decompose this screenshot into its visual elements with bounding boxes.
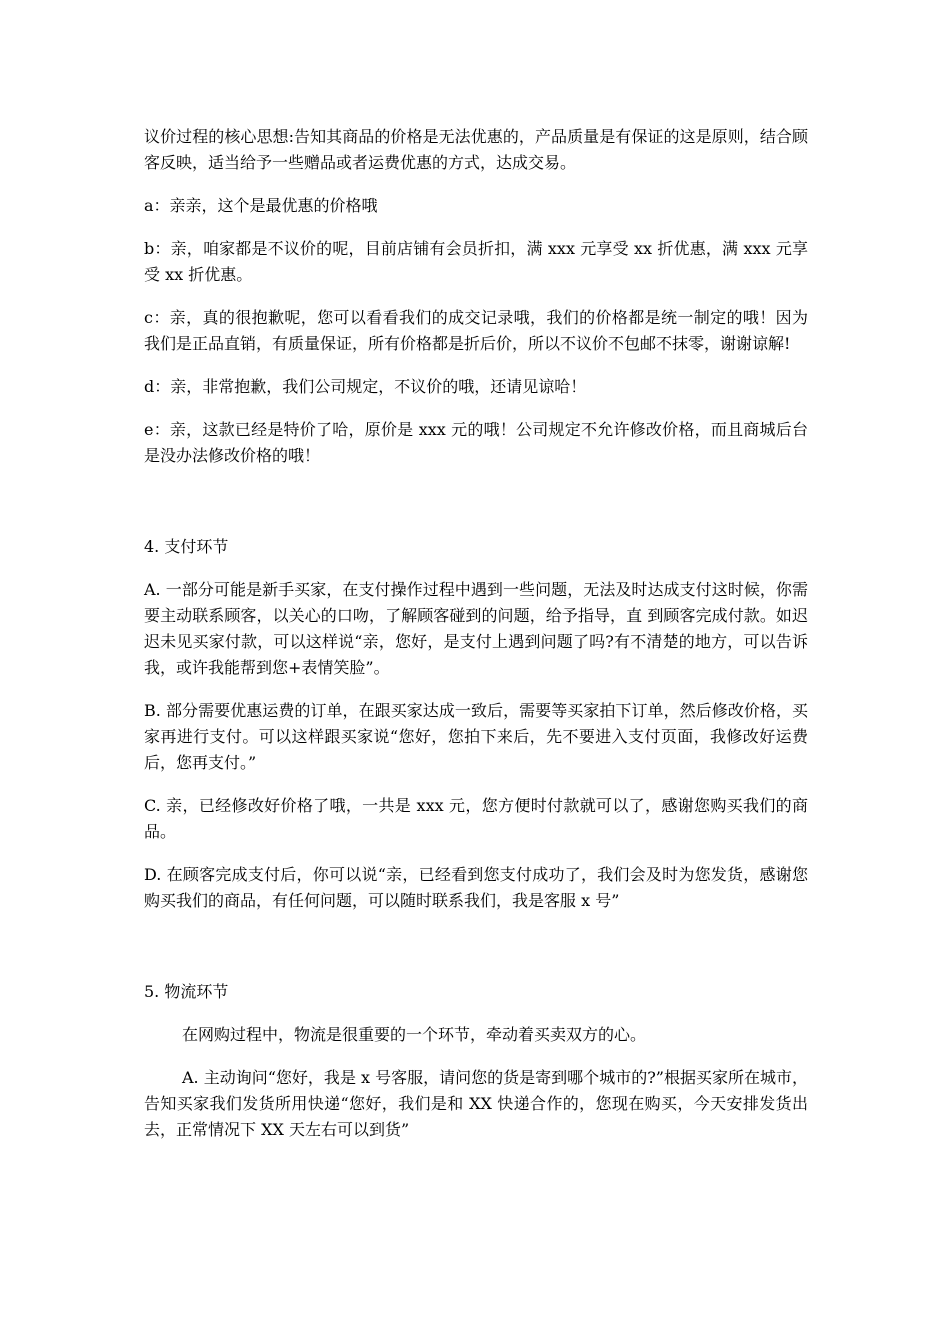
reply-b: b：亲，咱家都是不议价的呢，目前店铺有会员折扣，满 xxx 元享受 xx 折优惠，满 xxx 元享受 xx 折优惠。 <box>144 239 808 284</box>
section-4-item-c: C. 亲，已经修改好价格了哦，一共是 xxx 元，您方便时付款就可以了，感谢您购买我们的商品。 <box>144 796 808 841</box>
section-4-item-b: B. 部分需要优惠运费的订单，在跟买家达成一致后，需要等买家拍下订单，然后修改价格，买家再进行支付。可以这样跟买家说“您好，您拍下来后，先不要进入支付页面，我修改好运费后，您再支付。” <box>144 701 808 772</box>
section-spacer <box>144 931 808 979</box>
reply-d: d：亲，非常抱歉，我们公司规定，不议价的哦，还请见谅哈！ <box>144 377 587 396</box>
section-4-item-a: A. 一部分可能是新手买家，在支付操作过程中遇到一些问题，无法及时达成支付这时候，你需要主动联系顾客，以关心的口吻，了解顾客碰到的问题，给予指导，直 到顾客完成付款。如迟迟未见买家付款，可以这样说“亲，您好，是支付上遇到问题了吗?有不清楚的地方，可以告诉我，或许我能帮到您+表情笑脸”。 <box>144 580 808 677</box>
section-4-heading: 4. 支付环节 <box>144 537 229 556</box>
section-5-item-a: A. 主动询问“您好，我是 x 号客服，请问您的货是寄到哪个城市的?”根据买家所在城市，告知买家我们发货所用快递“您好，我们是和 XX 快递合作的，您现在购买，今天安排发货出去，正常情况下 XX 天左右可以到货” <box>144 1068 808 1139</box>
section-5-heading: 5. 物流环节 <box>144 982 229 1001</box>
reply-e: e：亲，这款已经是特价了哈，原价是 xxx 元的哦！公司规定不允许修改价格，而且商城后台是没办法修改价格的哦！ <box>144 420 808 465</box>
intro-paragraph: 议价过程的核心思想:告知其商品的价格是无法优惠的，产品质量是有保证的这是原则，结合顾客反映，适当给予一些赠品或者运费优惠的方式，达成交易。 <box>144 127 808 172</box>
reply-c: c：亲，真的很抱歉呢，您可以看看我们的成交记录哦，我们的价格都是统一制定的哦！因为我们是正品直销，有质量保证，所有价格都是折后价，所以不议价不包邮不抹零，谢谢谅解! <box>144 308 808 353</box>
section-5-intro: 在网购过程中，物流是很重要的一个环节，牵动着买卖双方的心。 <box>182 1025 647 1044</box>
reply-a: a：亲亲，这个是最优惠的价格哦 <box>144 196 378 215</box>
section-4-item-d: D. 在顾客完成支付后，你可以说“亲，已经看到您支付成功了，我们会及时为您发货，感谢您购买我们的商品，有任何问题，可以随时联系我们，我是客服 x 号” <box>144 865 808 910</box>
section-spacer <box>144 486 808 534</box>
document-body <box>144 124 808 1160</box>
